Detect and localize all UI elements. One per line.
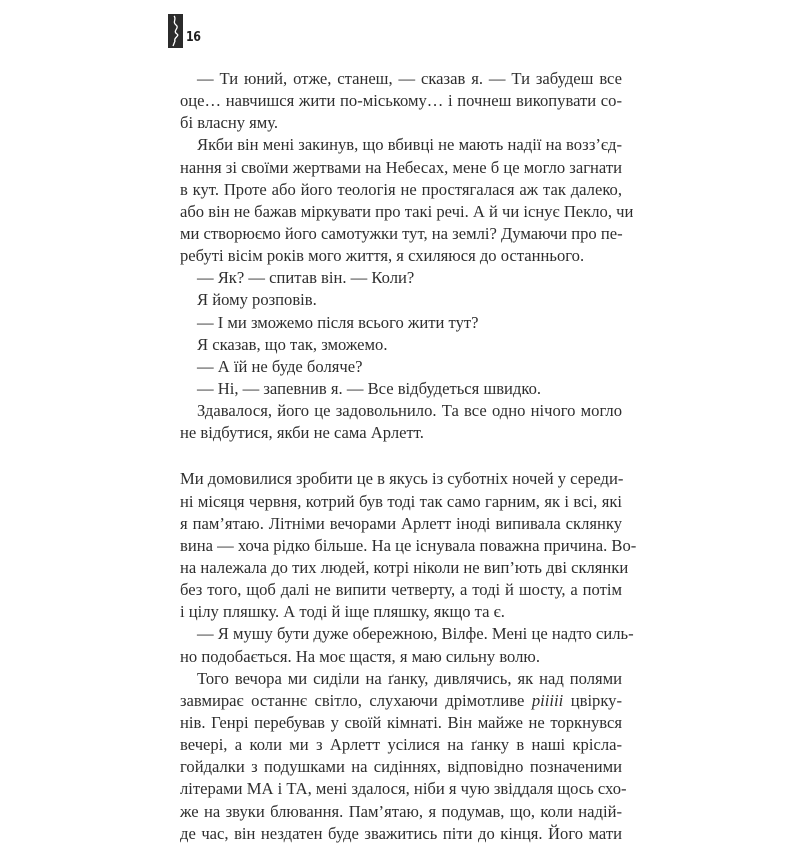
text-fragment: завмирає останнє світло, слухаючи дрімотливе — [180, 690, 532, 710]
text-line: Якби він мені закинув, що вбивці не мають надії на возз’єд- — [197, 135, 622, 155]
text-line: Я сказав, що так, зможемо. — [197, 334, 388, 354]
text-line: Здавалося, його це задовольнило. Та все одно нічого могло — [197, 401, 622, 421]
dialogue-line: — Ні, — запевнив я. — Все відбудеться швидко. — [197, 378, 542, 398]
text-line: ні місяця червня, котрий був тоді так само гарним, як і всі, які — [180, 491, 622, 511]
text-line: — Ти юний, отже, станеш, — сказав я. — Ти забудеш все — [197, 69, 622, 88]
text-line: не відбутися, якби не сама Арлетт. — [180, 423, 424, 443]
text-line: я пам’ятаю. Літніми вечорами Арлетт іноді випивала склянку — [180, 513, 622, 533]
dialogue-line: — А їй не буде боляче? — [197, 356, 363, 376]
body-text — [180, 68, 637, 845]
text-line: вина — хоча рідко більше. На це існувала поважна причина. Во- — [180, 535, 637, 555]
text-line: в кут. Проте або його теологія не простягалася аж так далеко, — [180, 179, 622, 199]
italic-onomatopoeia: рііііі — [531, 690, 564, 710]
text-line-with-italic — [180, 690, 622, 712]
text-line: ребуті вісім років мого життя, я схиляюся до останнього. — [180, 246, 585, 266]
text-line: і цілу пляшку. А тоді й іще пляшку, якщо та є. — [180, 602, 505, 622]
page-number: 16 — [186, 30, 201, 45]
text-line: ми створюємо його самотужки тут, на землі? Думаючи про пе- — [180, 223, 623, 243]
text-fragment: цвірку- — [563, 690, 623, 710]
text-line: літерами МА і ТА, мені здалося, ніби я чую звіддаля щось схо- — [180, 779, 627, 799]
text-line: гойдалки з подушками на сидіннях, відповідно позначеними — [180, 757, 622, 777]
chapter-marker — [168, 14, 183, 48]
text-line: Я йому розповів. — [197, 290, 317, 310]
section-break — [180, 444, 622, 468]
text-line: нання зі своїми жертвами на Небесах, мене б це могло загнати — [180, 157, 622, 177]
text-line: без того, щоб далі не випити четверту, а тоді й шосту, а потім — [180, 580, 622, 600]
text-line: Того вечора ми сиділи на ґанку, дивлячись, як над полями — [197, 668, 622, 688]
dialogue-line: — Я мушу бути дуже обережною, Вілфе. Мені це надто силь- — [197, 624, 634, 644]
squiggle-bookmark-icon — [168, 14, 183, 48]
text-line: на належала до тих людей, котрі ніколи не вип’ють дві склянки — [180, 557, 629, 577]
text-line: оце… навчишся жити по-міському… і почнеш викопувати со- — [180, 91, 622, 111]
dialogue-line: — І ми зможемо після всього жити тут? — [197, 312, 479, 332]
text-line: нів. Генрі перебував у своїй кімнаті. Він майже не торкнувся — [180, 712, 622, 732]
text-line: же на звуки блювання. Пам’ятаю, я подумав, що, коли надій- — [180, 801, 622, 821]
text-line: Ми домовилися зробити це в якусь із суботніх ночей у середи- — [180, 469, 624, 489]
dialogue-line: — Як? — спитав він. — Коли? — [197, 268, 415, 288]
text-line: де час, він нездатен буде зважитись піти до кінця. Його мати — [180, 823, 622, 843]
text-line: но подобається. На моє щастя, я маю сильну волю. — [180, 646, 540, 666]
text-line: бі власну яму. — [180, 113, 279, 133]
text-line: або він не бажав міркувати про такі речі. А й чи існує Пекло, чи — [180, 201, 634, 221]
text-line: вечері, а коли ми з Арлетт усілися на ґанку в наші крісла- — [180, 735, 622, 755]
